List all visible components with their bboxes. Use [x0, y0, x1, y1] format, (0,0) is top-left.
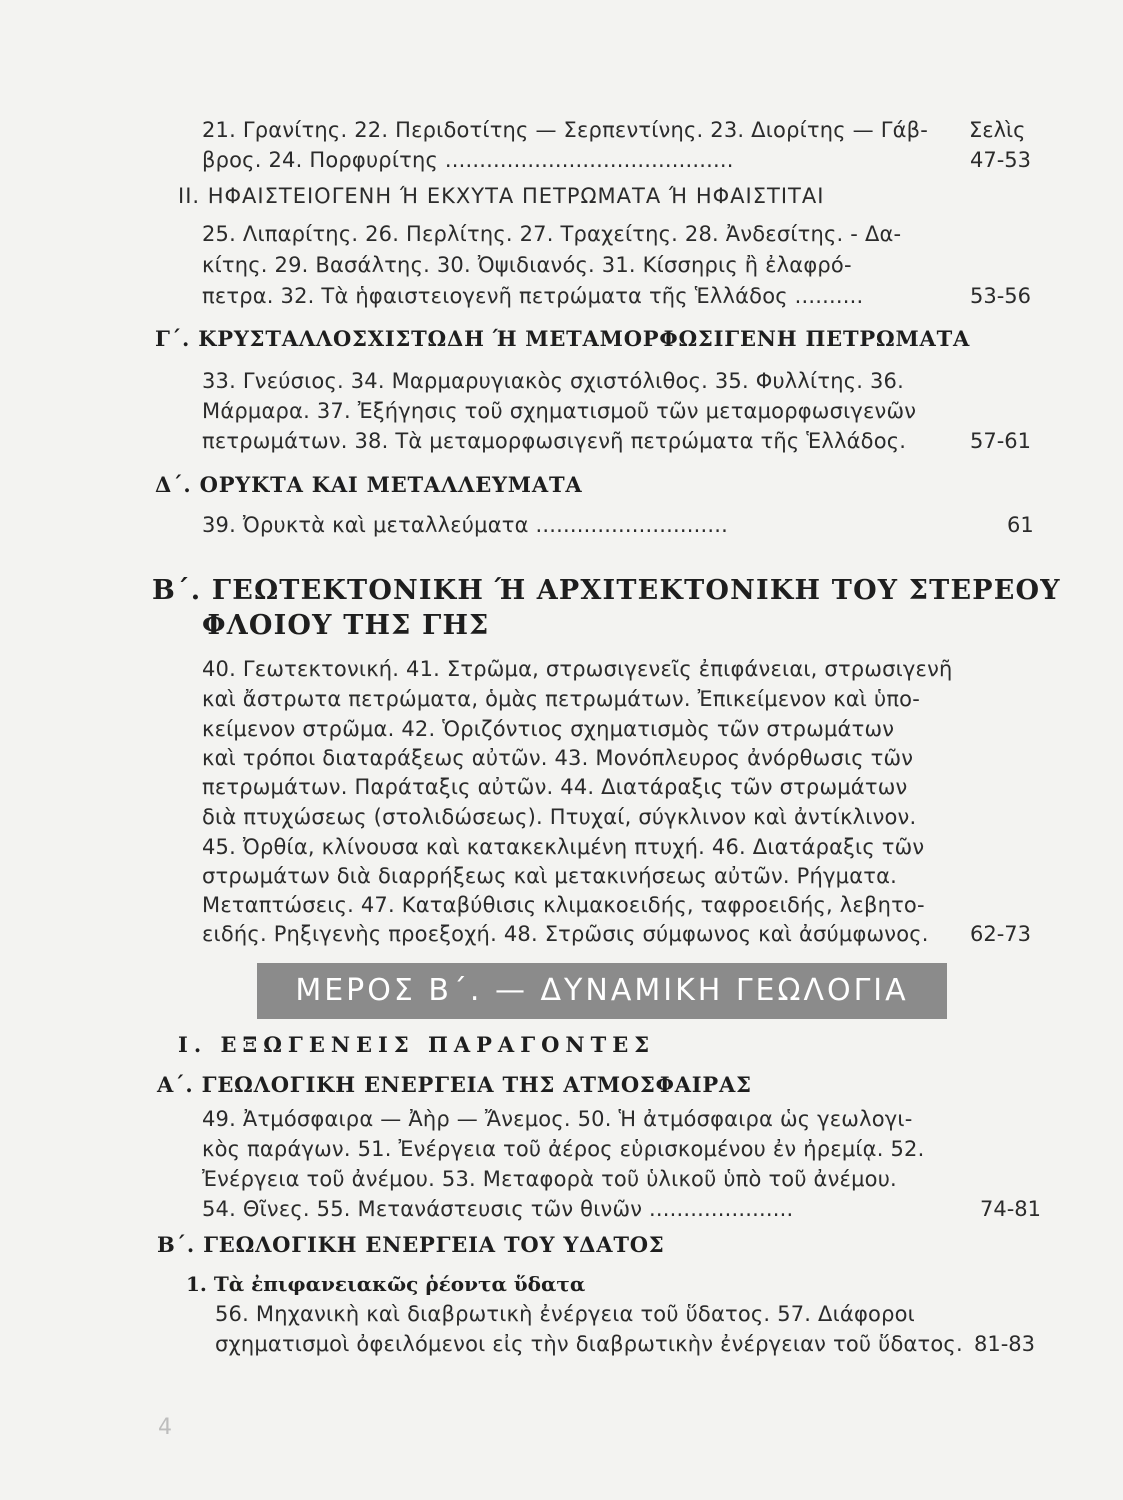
page-range: 53-56 [970, 284, 1032, 308]
toc-entry-line: καὶ ἄστρωτα πετρώματα, ὁμὰς πετρωμάτων. Ἐπικείμενον καὶ ὑπο- [202, 687, 921, 711]
page-range: 81-83 [974, 1332, 1036, 1356]
toc-entry-line: βρος. 24. Πορφυρίτης .......................................... [202, 148, 734, 172]
toc-entry-line: 33. Γνεύσιος. 34. Μαρμαρυγιακὸς σχιστόλιθος. 35. Φυλλίτης. 36. [202, 369, 904, 393]
toc-entry-line: 54. Θῖνες. 55. Μετανάστευσις τῶν θινῶν ..................... [202, 1197, 794, 1221]
toc-entry-line: σχηματισμοὶ ὀφειλόμενοι εἰς τὴν διαβρωτικὴν ἐνέργειαν τοῦ ὕδατος. [215, 1332, 963, 1356]
toc-entry-line: 25. Λιπαρίτης. 26. Περλίτης. 27. Τραχείτης. 28. Ἀνδεσίτης. - Δα- [202, 222, 902, 246]
page-range: 47-53 [970, 148, 1032, 172]
page-range: 62-73 [970, 922, 1032, 946]
page-range: 74-81 [980, 1197, 1042, 1221]
section-heading-delta: Δ΄. ΟΡΥΚΤΑ ΚΑΙ ΜΕΤΑΛΛΕΥΜΑΤΑ [155, 472, 583, 497]
toc-entry-line: 39. Ὀρυκτὰ καὶ μεταλλεύματα ............................ [202, 513, 729, 537]
toc-entry-line: 49. Ἀτμόσφαιρα — Ἀὴρ — Ἄνεμος. 50. Ἡ ἀτμόσφαιρα ὡς γεωλογι- [202, 1107, 913, 1131]
page-range: 57-61 [970, 429, 1032, 453]
page-column-label: Σελὶς [969, 118, 1026, 142]
section-heading-ii: II. ΗΦΑΙΣΤΕΙΟΓΕΝΗ Ή ΕΚΧΥΤΑ ΠΕΤΡΩΜΑΤΑ Ή ΗΦΑΙΣΤΙΤΑΙ [178, 184, 825, 208]
toc-entry-line: κὸς παράγων. 51. Ἐνέργεια τοῦ ἀέρος εὑρισκομένου ἐν ἠρεμίᾳ. 52. [202, 1137, 925, 1161]
subsection-heading: 1. Τὰ ἐπιφανειακῶς ῥέοντα ὕδατα [186, 1272, 586, 1296]
toc-entry-line: 56. Μηχανικὴ καὶ διαβρωτικὴ ἐνέργεια τοῦ ὕδατος. 57. Διάφοροι [215, 1302, 915, 1326]
section-heading-beta: Β΄. ΓΕΩΤΕΚΤΟΝΙΚΗ Ή ΑΡΧΙΤΕΚΤΟΝΙΚΗ ΤΟΥ ΣΤΕΡΕΟΥ [152, 575, 1061, 606]
toc-entry-line: Μάρμαρα. 37. Ἐξήγησις τοῦ σχηματισμοῦ τῶν μεταμορφωσιγενῶν [202, 399, 917, 423]
toc-entry-line: διὰ πτυχώσεως (στολιδώσεως). Πτυχαί, σύγκλινον καὶ ἀντίκλινον. [202, 805, 917, 829]
toc-entry-line: πετρα. 32. Τὰ ἡφαιστειογενῆ πετρώματα τῆς Ἑλλάδος .......... [202, 284, 864, 308]
section-heading-gamma: Γ΄. ΚΡΥΣΤΑΛΛΟΣΧΙΣΤΩΔΗ Ή ΜΕΤΑΜΟΡΦΩΣΙΓΕΝΗ ΠΕΤΡΩΜΑΤΑ [155, 326, 971, 351]
toc-entry-line: πετρωμάτων. Παράταξις αὐτῶν. 44. Διατάραξις τῶν στρωμάτων [202, 775, 908, 799]
section-heading-i: I. ΕΞΩΓΕΝΕΙΣ ΠΑΡΑΓΟΝΤΕΣ [178, 1032, 656, 1057]
toc-entry-line: ειδής. Ρηξιγενὴς προεξοχή. 48. Στρῶσις σύμφωνος καὶ ἀσύμφωνος. [202, 922, 929, 946]
toc-entry-line: στρωμάτων διὰ διαρρήξεως καὶ μετακινήσεως αὐτῶν. Ρήγματα. [202, 864, 898, 888]
toc-entry-line: κείμενον στρῶμα. 42. Ὁριζόντιος σχηματισμὸς τῶν στρωμάτων [202, 717, 895, 741]
page-range: 61 [1007, 513, 1034, 537]
toc-entry-line: Ἐνέργεια τοῦ ἀνέμου. 53. Μεταφορὰ τοῦ ὑλικοῦ ὑπὸ τοῦ ἀνέμου. [202, 1167, 897, 1191]
toc-entry-line: 45. Ὀρθία, κλίνουσα καὶ κατακεκλιμένη πτυχή. 46. Διατάραξις τῶν [202, 835, 925, 859]
section-heading-beta-water: Β΄. ΓΕΩΛΟΓΙΚΗ ΕΝΕΡΓΕΙΑ ΤΟΥ ΥΔΑΤΟΣ [157, 1232, 665, 1257]
toc-entry-line: κίτης. 29. Βασάλτης. 30. Ὀψιδιανός. 31. Κίσσηρις ἢ ἐλαφρό- [202, 253, 852, 277]
toc-entry-line: 21. Γρανίτης. 22. Περιδοτίτης — Σερπεντίνης. 23. Διορίτης — Γάβ- [202, 118, 929, 142]
section-heading-alpha: Α΄. ΓΕΩΛΟΓΙΚΗ ΕΝΕΡΓΕΙΑ ΤΗΣ ΑΤΜΟΣΦΑΙΡΑΣ [157, 1072, 752, 1097]
toc-entry-line: Μεταπτώσεις. 47. Καταβύθισις κλιμακοειδής, ταφροειδής, λεβητο- [202, 893, 925, 917]
toc-entry-line: 40. Γεωτεκτονική. 41. Στρῶμα, στρωσιγενεῖς ἐπιφάνειαι, στρωσιγενῆ [202, 657, 953, 681]
part-banner: ΜΕΡΟΣ Β΄. — ΔΥΝΑΜΙΚΗ ΓΕΩΛΟΓΙΑ [257, 963, 947, 1019]
page-number: 4 [158, 1415, 172, 1440]
toc-entry-line: καὶ τρόποι διαταράξεως αὐτῶν. 43. Μονόπλευρος ἀνόρθωσις τῶν [202, 746, 914, 770]
section-heading-beta-cont: ΦΛΟΙΟΥ ΤΗΣ ΓΗΣ [202, 610, 490, 641]
toc-entry-line: πετρωμάτων. 38. Τὰ μεταμορφωσιγενῆ πετρώματα τῆς Ἑλλάδος. [202, 429, 907, 453]
